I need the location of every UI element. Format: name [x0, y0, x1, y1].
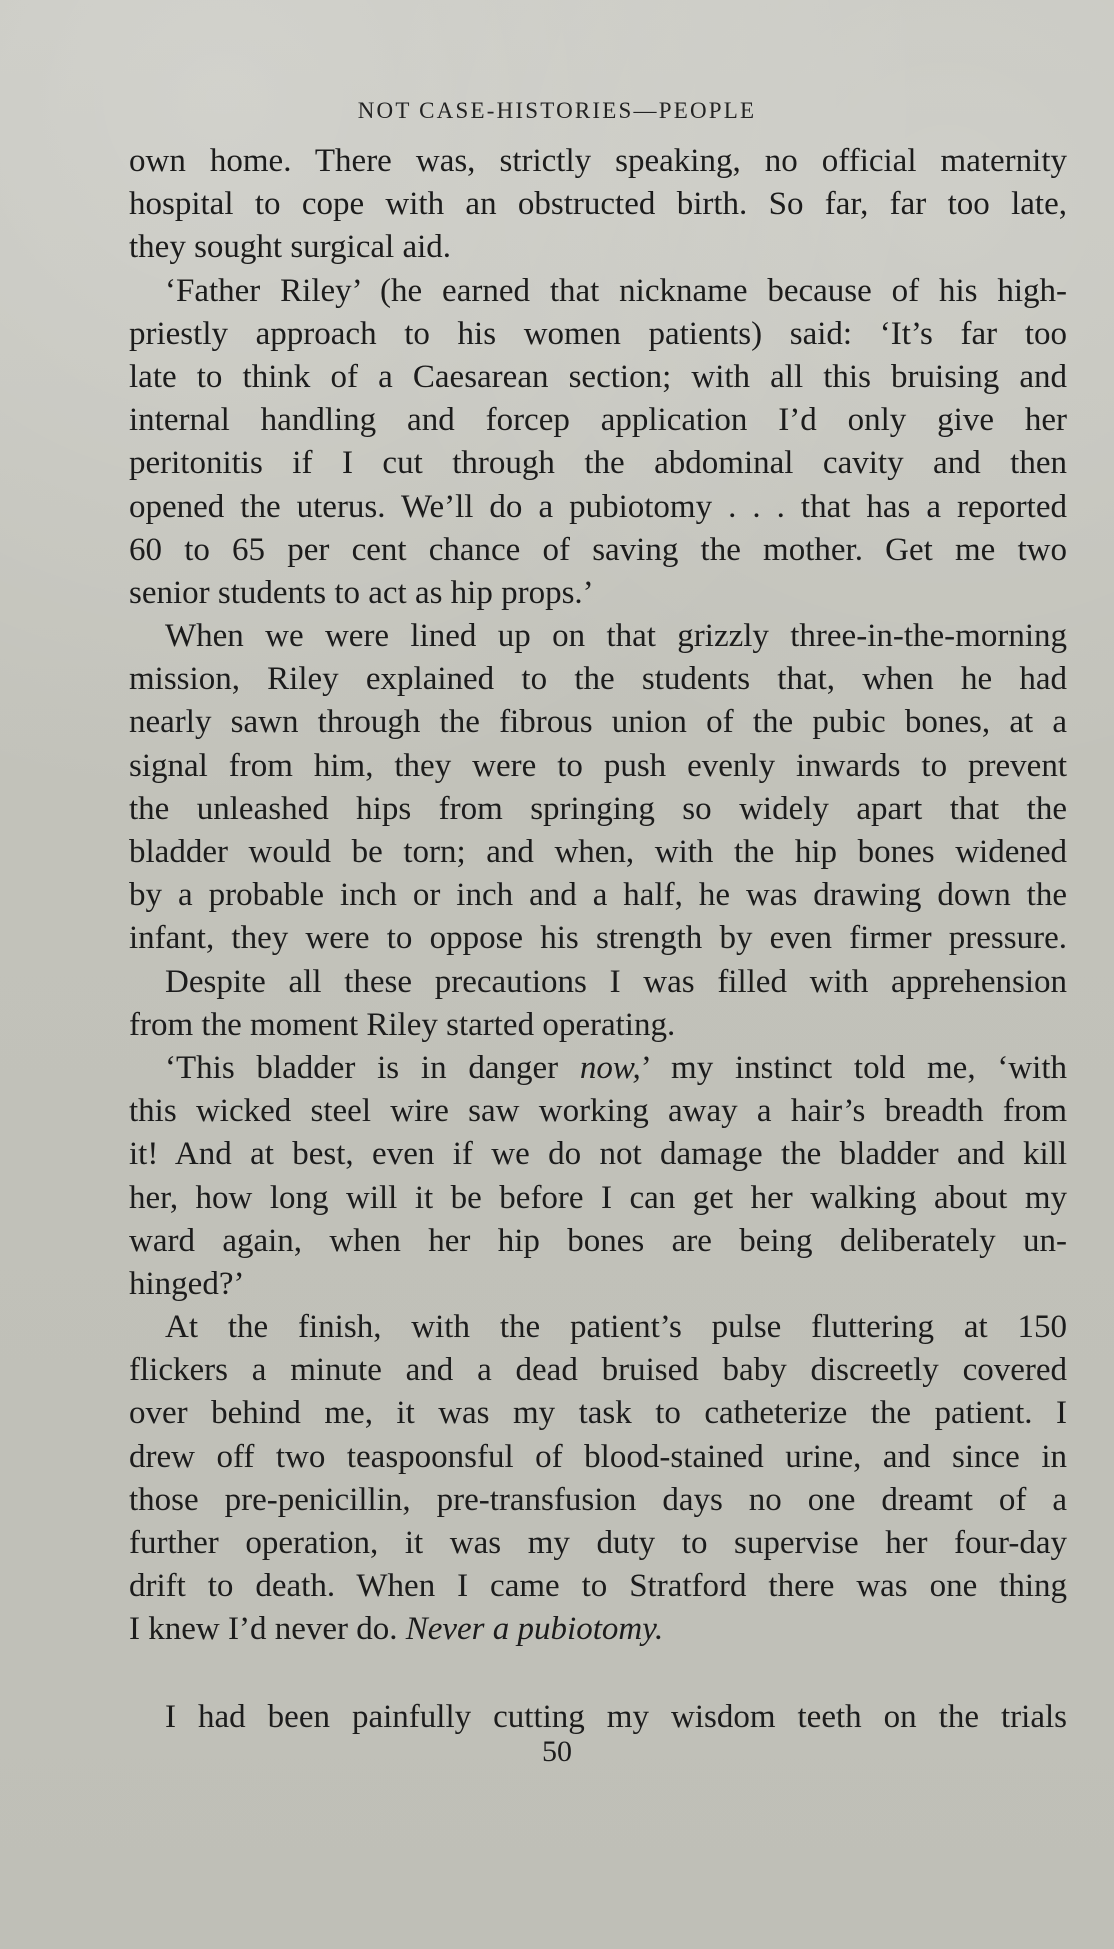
text-line: from the moment Riley started operating. — [129, 1006, 676, 1043]
text-line: internal handling and forcep application I’d only give her — [129, 402, 1067, 439]
text-line-with-italic — [129, 1047, 1067, 1090]
text-segment: I knew I’d never do. — [129, 1611, 406, 1648]
text-line: this wicked steel wire saw working away a hair’s breadth from — [129, 1093, 1067, 1130]
text-line: nearly sawn through the fibrous union of the pubic bones, at a — [129, 704, 1067, 741]
text-line: those pre-penicillin, pre-transfusion days no one dreamt of a — [129, 1481, 1067, 1518]
text-line: bladder would be torn; and when, with the hip bones widened — [129, 834, 1067, 870]
text-line: hospital to cope with an obstructed birth. So far, far too late, — [129, 186, 1067, 223]
running-head: NOT CASE-HISTORIES—PEOPLE — [357, 98, 757, 123]
text-line: ward again, when her hip bones are being deliberately un- — [129, 1222, 1067, 1259]
italic-segment: now, — [579, 1049, 641, 1086]
section-break — [129, 1652, 1067, 1696]
text-line: over behind me, it was my task to catheterize the patient. I — [129, 1395, 1067, 1432]
text-line: further operation, it was my duty to supervise her four-day — [129, 1525, 1067, 1561]
text-line: own home. There was, strictly speaking, no official maternity — [129, 143, 1067, 179]
text-line: her, how long will it be before I can get her walking about my — [129, 1179, 1067, 1216]
page-number: 50 — [542, 1735, 572, 1768]
text-line: I had been painfully cutting my wisdom teeth on the trials — [165, 1698, 1067, 1735]
text-line: opened the uterus. We’ll do a pubiotomy . . . that has a reported — [129, 488, 1067, 525]
text-line: drift to death. When I came to Stratford there was one thing — [129, 1568, 1067, 1605]
text-line: peritonitis if I cut through the abdominal cavity and then — [129, 445, 1067, 482]
text-line: priestly approach to his women patients) said: ‘It’s far too — [129, 315, 1067, 352]
text-line: ‘Father Riley’ (he earned that nickname because of his high- — [165, 272, 1067, 309]
text-line: it! And at best, even if we do not damage the bladder and kill — [129, 1136, 1067, 1173]
text-line: mission, Riley explained to the students that, when he had — [129, 661, 1067, 698]
text-segment: ’ my instinct told me, ‘with — [640, 1049, 1067, 1086]
text-line: Despite all these precautions I was filled with apprehension — [165, 963, 1067, 1000]
text-line: by a probable inch or inch and a half, he was drawing down the — [129, 877, 1067, 914]
text-line: infant, they were to oppose his strength by even firmer pressure. — [129, 920, 1067, 957]
text-line: late to think of a Caesarean section; with all this bruising and — [129, 358, 1067, 395]
text-line: When we were lined up on that grizzly three-in-the-morning — [165, 618, 1067, 655]
text-line: they sought surgical aid. — [129, 229, 452, 266]
text-line: senior students to act as hip props.’ — [129, 574, 594, 611]
text-line: signal from him, they were to push evenly inwards to prevent — [129, 747, 1067, 784]
text-line: hinged?’ — [129, 1265, 245, 1302]
body-text — [129, 140, 1067, 1739]
italic-segment: Never a pubiotomy. — [405, 1611, 664, 1648]
text-line: drew off two teaspoonsful of blood-stained urine, and since in — [129, 1438, 1067, 1475]
text-line: the unleashed hips from springing so widely apart that the — [129, 790, 1067, 827]
text-line: 60 to 65 per cent chance of saving the mother. Get me two — [129, 531, 1067, 568]
text-segment: ‘This bladder is in danger — [165, 1049, 580, 1086]
text-line: flickers a minute and a dead bruised baby discreetly covered — [129, 1352, 1067, 1389]
text-line-with-italic — [129, 1608, 1067, 1651]
text-line: At the finish, with the patient’s pulse fluttering at 150 — [165, 1309, 1067, 1346]
